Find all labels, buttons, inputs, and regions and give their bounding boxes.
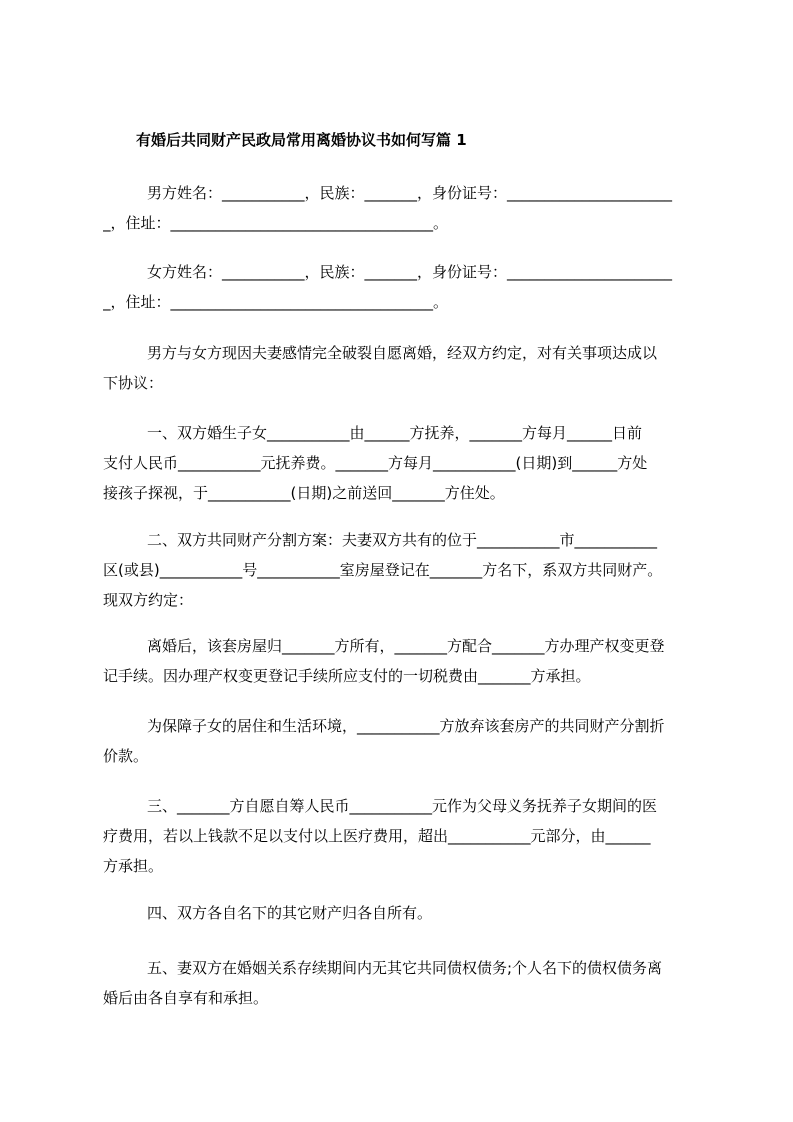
paragraph-line: 方承担。	[103, 857, 164, 875]
paragraph-line: 男方姓名：___________，民族：_______，身份证号：______________________	[147, 184, 673, 202]
paragraph-line: 男方与女方现因夫妻感情完全破裂自愿离婚，经双方约定，对有关事项达成以	[147, 344, 658, 362]
paragraph-line: 五、妻双方在婚姻关系存续期间内无其它共同债权债务;个人名下的债权债务离	[147, 959, 663, 977]
paragraph-line: 二、双方共同财产分割方案：夫妻双方共有的位于___________市___________	[147, 531, 658, 549]
paragraph-line: 疗费用，若以上钱款不足以支付以上医疗费用，超出___________元部分，由______	[103, 827, 651, 845]
paragraph-line: 一、双方婚生子女___________由______方抚养，_______方每月______日前	[147, 424, 643, 442]
clause-4-other-property	[103, 898, 703, 928]
clause-2-waiver	[103, 711, 703, 771]
paragraph-line: 支付人民币___________元抚养费。_______方每月___________(日期)到______方处	[103, 454, 648, 472]
paragraph-line: 为保障子女的居住和生活环境，___________方放弃该套房产的共同财产分割折	[147, 717, 665, 735]
paragraph-line: 婚后由各自享有和承担。	[103, 989, 269, 1007]
paragraph-line: 现双方约定：	[103, 591, 194, 609]
paragraph-line: 女方姓名：___________，民族：_______，身份证号：______________________	[147, 263, 673, 281]
paragraph-line: 四、双方各自名下的其它财产归各自所有。	[147, 904, 433, 922]
document-title: 有婚后共同财产民政局常用离婚协议书如何写篇 1	[136, 131, 467, 149]
paragraph-line: 价款。	[103, 747, 149, 765]
clause-2-ownership	[103, 631, 703, 691]
clause-1-children	[103, 418, 703, 508]
paragraph-line: _，住址：___________________________________。	[103, 293, 449, 311]
female-party-info	[103, 257, 703, 317]
clause-3-medical	[103, 791, 703, 881]
paragraph-line: 区(或县)___________号___________室房屋登记在_______方名下，系双方共同财产。	[103, 561, 663, 579]
agreement-preamble	[103, 338, 703, 398]
clause-2-property	[103, 525, 703, 615]
paragraph-line: 记手续。因办理产权变更登记手续所应支付的一切税费由_______方承担。	[103, 667, 591, 685]
male-party-info	[103, 178, 703, 238]
paragraph-line: 接孩子探视，于___________(日期)之前送回_______方住处。	[103, 484, 505, 502]
clause-5-debts	[103, 953, 703, 1013]
paragraph-line: 离婚后，该套房屋归_______方所有，_______方配合_______方办理产权变更登	[147, 637, 665, 655]
paragraph-line: _，住址：___________________________________。	[103, 214, 449, 232]
paragraph-line: 三、_______方自愿自筹人民币___________元作为父母义务抚养子女期间的医	[147, 797, 658, 815]
paragraph-line: 下协议：	[103, 374, 164, 392]
